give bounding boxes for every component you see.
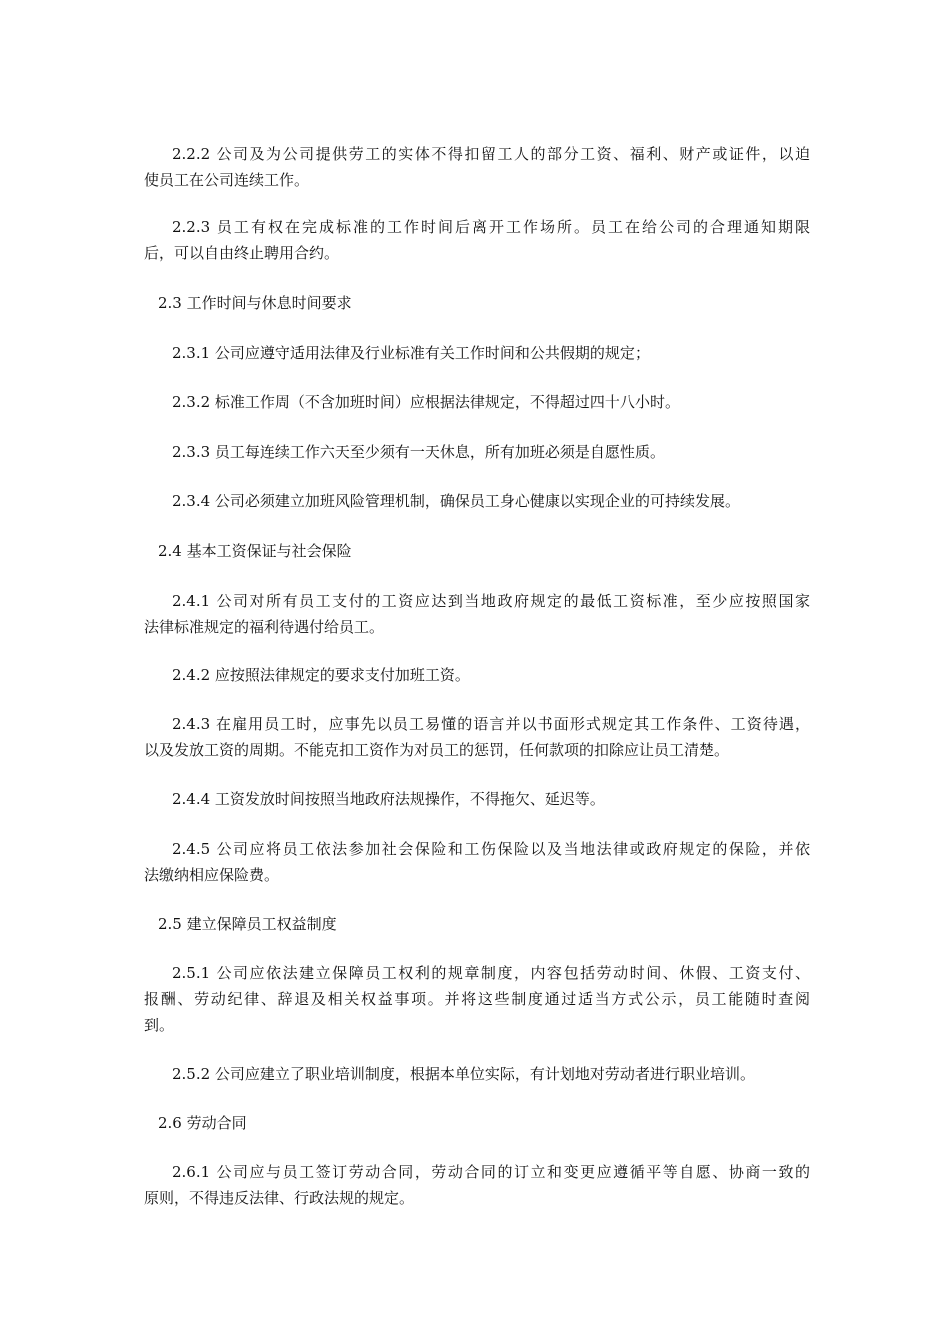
paragraph-2-4-1 [144,588,810,640]
text-line: 2.3.2 标准工作周（不含加班时间）应根据法律规定，不得超过四十八小时。 [172,393,680,411]
paragraph-2-6-1 [144,1159,810,1211]
section-heading-2-5: 2.5 建立保障员工权益制度 [158,915,337,933]
text-line: 2.4.4 工资发放时间按照当地政府法规操作，不得拖欠、延迟等。 [172,790,605,808]
paragraph-2-3-4 [144,488,810,514]
text-line: 到。 [144,1016,175,1034]
paragraph-2-4-5 [144,836,810,888]
section-heading-2-4: 2.4 基本工资保证与社会保险 [158,542,352,560]
text-line: 2.3.1 公司应遵守适用法律及行业标准有关工作时间和公共假期的规定； [172,344,650,362]
paragraph-2-3-1 [144,340,810,366]
text-line: 2.2.2 公司及为公司提供劳工的实体不得扣留工人的部分工资、福利、财产或证件，以迫 [172,145,810,163]
paragraph-2-3-3 [144,439,810,465]
text-line: 原则，不得违反法律、行政法规的规定。 [144,1189,415,1207]
text-line: 后，可以自由终止聘用合约。 [144,244,340,262]
text-line: 2.4.1 公司对所有员工支付的工资应达到当地政府规定的最低工资标准，至少应按照国家 [172,592,810,610]
text-line: 2.6.1 公司应与员工签订劳动合同，劳动合同的订立和变更应遵循平等自愿、协商一致的 [172,1163,810,1181]
text-line: 法律标准规定的福利待遇付给员工。 [144,618,385,636]
text-line: 2.4.2 应按照法律规定的要求支付加班工资。 [172,666,470,684]
paragraph-2-4-4 [144,786,810,812]
paragraph-2-2-3 [144,214,810,266]
text-line: 2.5.2 公司应建立了职业培训制度，根据本单位实际，有计划地对劳动者进行职业培训。 [172,1065,755,1083]
section-heading-2-6: 2.6 劳动合同 [158,1114,247,1132]
text-line: 2.2.3 员工有权在完成标准的工作时间后离开工作场所。员工在给公司的合理通知期限 [172,218,810,236]
text-line: 法缴纳相应保险费。 [144,866,280,884]
text-line: 使员工在公司连续工作。 [144,171,310,189]
paragraph-2-2-2 [144,141,810,193]
text-line: 2.5.1 公司应依法建立保障员工权利的规章制度，内容包括劳动时间、休假、工资支付、 [172,964,810,982]
text-line: 报酬、劳动纪律、辞退及相关权益事项。并将这些制度通过适当方式公示，员工能随时查阅 [144,990,810,1008]
text-line: 2.4.3 在雇用员工时，应事先以员工易懂的语言并以书面形式规定其工作条件、工资待遇， [172,715,810,733]
paragraph-2-5-2 [144,1061,810,1087]
section-heading-2-3: 2.3 工作时间与休息时间要求 [158,294,352,312]
paragraph-2-3-2 [144,389,810,415]
paragraph-2-4-3 [144,711,810,763]
text-line: 以及发放工资的周期。不能克扣工资作为对员工的惩罚，任何款项的扣除应让员工清楚。 [144,741,730,759]
text-line: 2.3.4 公司必须建立加班风险管理机制，确保员工身心健康以实现企业的可持续发展。 [172,492,740,510]
text-line: 2.3.3 员工每连续工作六天至少须有一天休息，所有加班必须是自愿性质。 [172,443,665,461]
text-line: 2.4.5 公司应将员工依法参加社会保险和工伤保险以及当地法律或政府规定的保险，并依 [172,840,810,858]
paragraph-2-4-2 [144,662,810,688]
paragraph-2-5-1 [144,960,810,1038]
